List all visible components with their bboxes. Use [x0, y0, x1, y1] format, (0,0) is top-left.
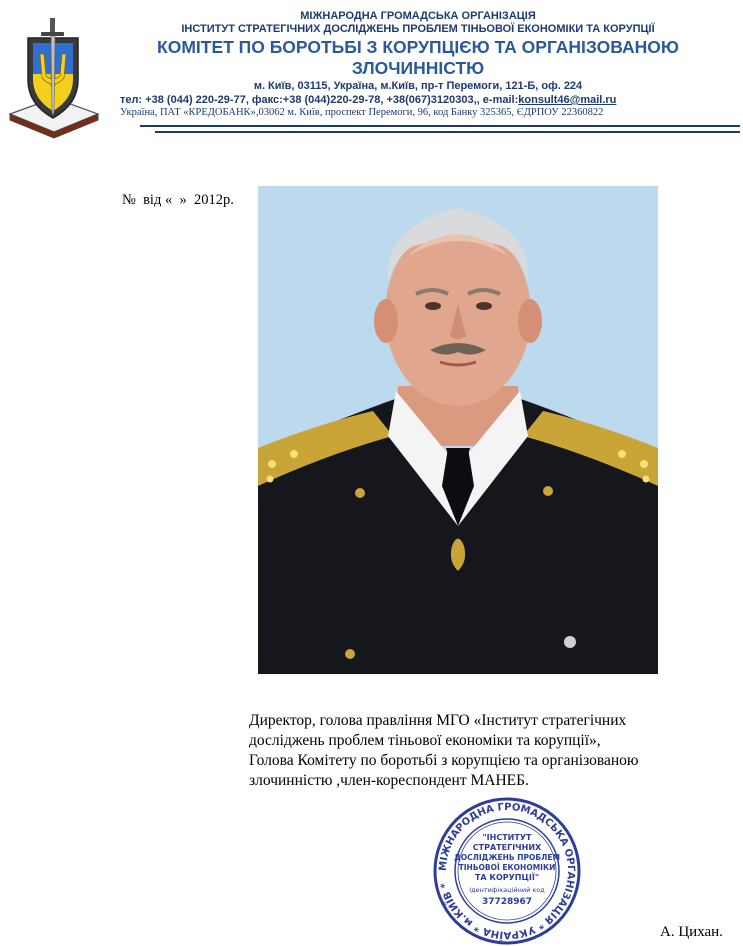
header-rule-bottom: [155, 131, 740, 133]
email-link[interactable]: konsult46@mail.ru: [518, 94, 617, 106]
document-number-date: № від « » 2012р.: [122, 192, 234, 208]
committee-line-1: КОМІТЕТ ПО БОРОТЬБІ З КОРУПЦІЄЮ ТА ОРГАНІЗОВАНОЮ: [157, 37, 679, 57]
official-stamp: [432, 796, 582, 946]
contacts: [120, 94, 616, 106]
institute-name: ІНСТИТУТ СТРАТЕГІЧНИХ ДОСЛІДЖЕНЬ ПРОБЛЕМ ТІНЬОВОЇ ЕКОНОМІКИ ТА КОРУПЦІЇ: [181, 23, 655, 35]
caption-line-4: злочинністю ,член-кореспондент МАНЕБ.: [249, 772, 529, 789]
caption-line-1: Директор, голова правління МГО «Інститут стратегічних: [249, 712, 627, 729]
org-type: МІЖНАРОДНА ГРОМАДСЬКА ОРГАНІЗАЦІЯ: [300, 10, 536, 22]
contacts-phones: тел: +38 (044) 220-29-77, факс:+38 (044)220-29-78, +38(067)3120303,, e-mail:: [120, 94, 519, 106]
stamp-line-3: ДОСЛІДЖЕНЬ ПРОБЛЕМ: [454, 853, 560, 862]
committee-line-2: ЗЛОЧИННІСТЮ: [351, 58, 485, 78]
bank-details: Україна, ПАТ «КРЕДОБАНК»,03062 м. Київ, проспект Перемоги, 96, код Банку 325365, ЄДРПОУ 22360822: [120, 107, 604, 118]
signatory-name: А. Цихан.: [660, 924, 723, 940]
address: м. Київ, 03115, Україна, м.Київ, пр-т Перемоги, 121-Б, оф. 224: [253, 80, 583, 92]
stamp-line-5: ТА КОРУПЦІЇ": [474, 873, 540, 882]
portrait-photo: [258, 186, 658, 674]
stamp-line-2: СТРАТЕГІЧНИХ: [472, 843, 542, 852]
caption-line-3: Голова Комітету по боротьбі з корупцією та організованою: [249, 752, 639, 769]
stamp-line-1: "ІНСТИТУТ: [482, 833, 532, 842]
caption-line-2: досліджень проблем тіньової економіки та корупції»,: [249, 732, 601, 749]
portrait-illustration: [258, 186, 658, 674]
signatory-title: [249, 711, 739, 791]
header-rule-top: [140, 125, 740, 127]
trident-shield-logo: [6, 16, 102, 140]
committee-name: [118, 37, 718, 79]
stamp-code: 37728967: [481, 897, 533, 907]
stamp-line-6: Ідентифікаційний код: [469, 886, 545, 894]
stamp-line-4: ТІНЬОВОЇ ЕКОНОМІКИ: [458, 863, 556, 872]
stamp-outer-text: МІЖНАРОДНА ГРОМАДСЬКА ОРГАНІЗАЦІЯ * УКРАЇНА * м.КИЇВ *: [437, 801, 577, 941]
